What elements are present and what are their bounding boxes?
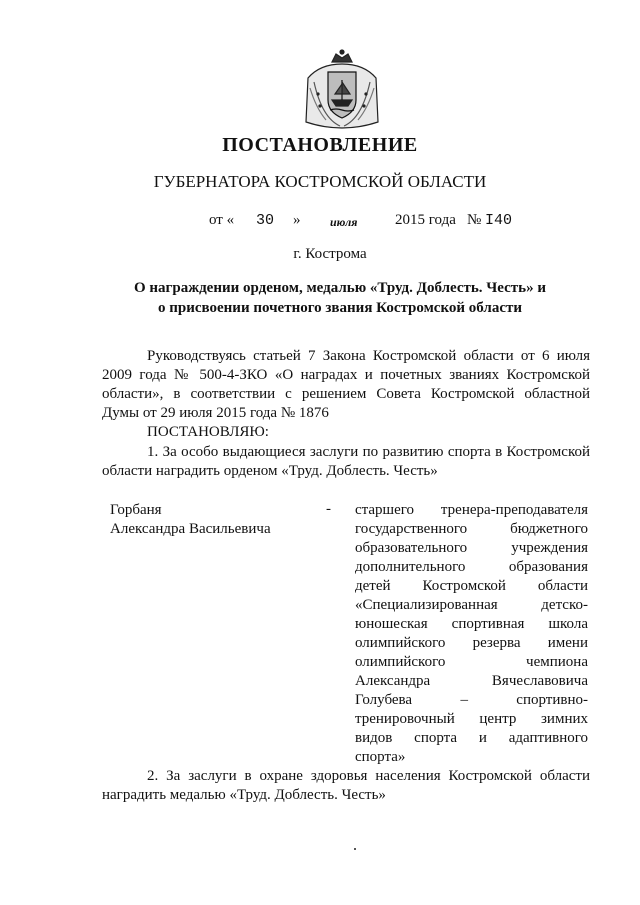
position-line: Александра Вячеславовича xyxy=(355,673,588,689)
preamble-line: 2009 года № 500-4-ЗКО «О наградах и почетных званиях Костромской xyxy=(102,367,590,383)
coat-of-arms-icon xyxy=(300,48,384,130)
position-line: спорта» xyxy=(355,749,406,765)
item-2-paragraph xyxy=(102,767,590,805)
position-line: видов спорта и адаптивного xyxy=(355,730,588,746)
position-line: юношеская спортивная школа xyxy=(355,616,588,632)
position-line: Голубева – спортивно- xyxy=(355,692,588,708)
awardee-name xyxy=(110,501,310,539)
preamble-line: области», в соответствии с решением Совета Костромской областной xyxy=(102,386,590,402)
item-line: наградить медалью «Труд. Доблесть. Честь» xyxy=(102,787,386,803)
preamble-paragraph xyxy=(102,347,590,442)
position-line: детей Костромской области xyxy=(355,578,588,594)
position-line: тренировочный центр зимних xyxy=(355,711,588,727)
scan-speck xyxy=(354,848,356,850)
award-dash: - xyxy=(326,501,331,517)
position-line: олимпийского чемпиона xyxy=(355,654,588,670)
document-number: I40 xyxy=(485,212,513,229)
awardee-surname: Горбаня xyxy=(110,502,162,518)
date-close-quote: » xyxy=(293,212,301,228)
decree-word: ПОСТАНОВЛЯЮ: xyxy=(147,424,269,440)
preamble-line: Руководствуясь статьей 7 Закона Костромской области от 6 июля xyxy=(147,348,590,364)
preamble-line: Думы от 29 июля 2015 года № 1876 xyxy=(102,405,329,421)
date-year: 2015 года xyxy=(395,212,456,228)
document-issuer: ГУБЕРНАТОРА КОСТРОМСКОЙ ОБЛАСТИ xyxy=(153,172,487,191)
date-day: 30 xyxy=(256,212,275,229)
subject-line: о присвоении почетного звания Костромской области xyxy=(157,300,523,316)
item-line: области наградить орденом «Труд. Доблесть. Честь» xyxy=(102,463,438,479)
document-title: ПОСТАНОВЛЕНИЕ xyxy=(222,134,418,156)
item-line: 1. За особо выдающиеся заслуги по развитию спорта в Костромской xyxy=(147,444,590,460)
awardee-position xyxy=(355,501,588,767)
date-month: июля xyxy=(330,215,358,229)
number-sign: № xyxy=(467,212,482,228)
subject-line: О награждении орденом, медалью «Труд. Доблесть. Честь» и xyxy=(133,280,547,296)
document-city: г. Кострома xyxy=(293,246,367,262)
position-line: образовательного учреждения xyxy=(355,540,588,556)
position-line: государственного бюджетного xyxy=(355,521,588,537)
position-line: старшего тренера-преподавателя xyxy=(355,502,588,518)
position-line: «Специализированная детско- xyxy=(355,597,588,613)
position-line: олимпийского резерва имени xyxy=(355,635,588,651)
date-prefix: от « xyxy=(209,212,235,228)
position-line: дополнительного образования xyxy=(355,559,588,575)
document-subject xyxy=(110,278,570,318)
item-line: 2. За заслуги в охране здоровья населения Костромской области xyxy=(147,768,590,784)
item-1-paragraph xyxy=(102,443,590,481)
awardee-given-names: Александра Васильевича xyxy=(110,521,271,537)
